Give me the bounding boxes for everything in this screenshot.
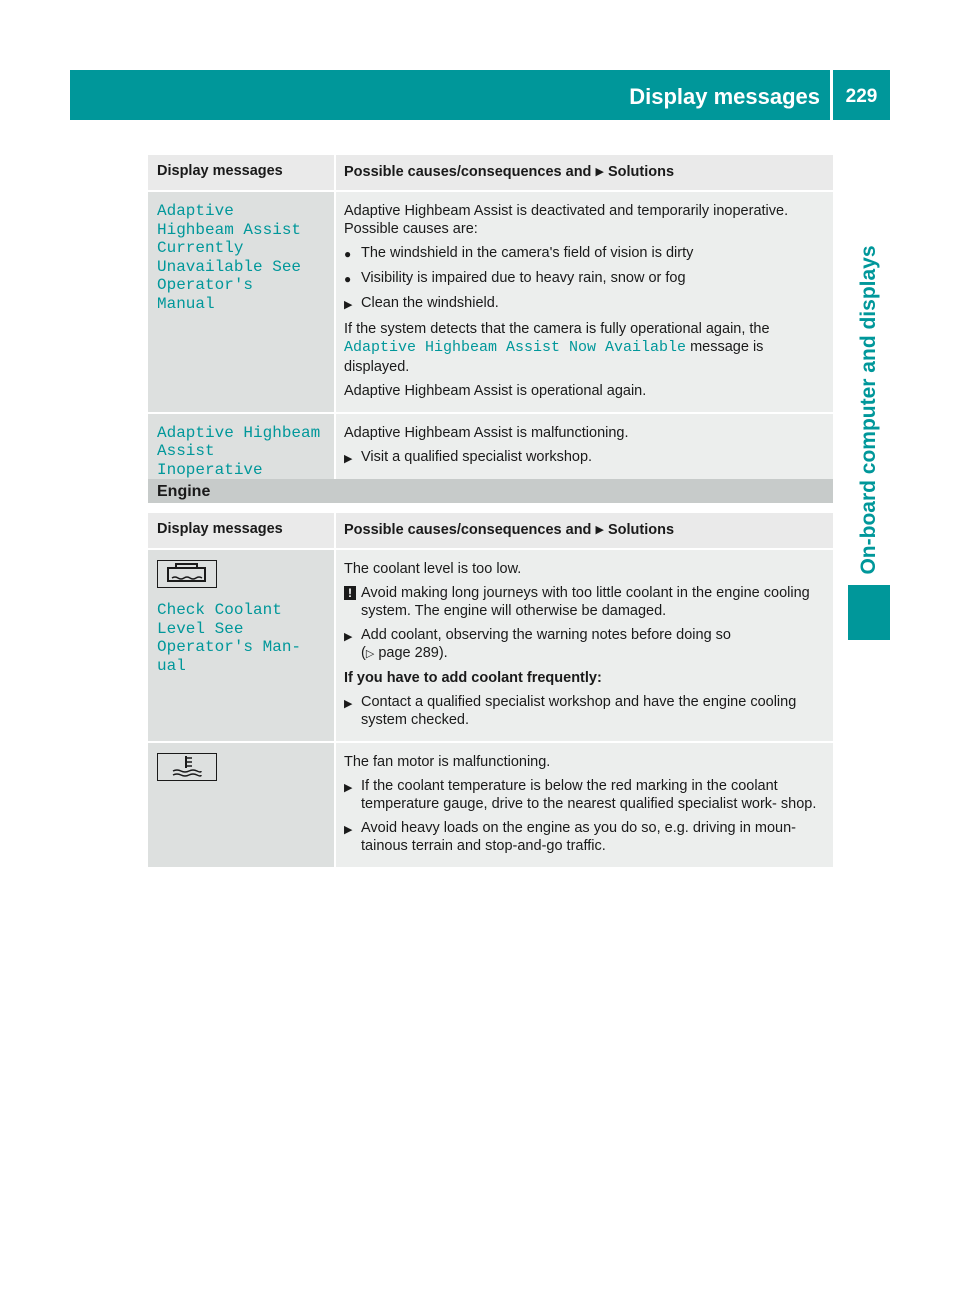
action-arrow-icon: ▶ xyxy=(344,782,353,794)
page-reference-icon: ▷ xyxy=(365,648,375,660)
action-item: ▶ Visit a qualified specialist workshop. xyxy=(344,448,827,468)
action-arrow-icon: ▶ xyxy=(344,698,353,710)
page-number: 229 xyxy=(845,86,878,107)
page-reference-link[interactable]: page 289). xyxy=(378,645,448,661)
list-item: ● Visibility is impaired due to heavy rain, snow or fog xyxy=(344,270,686,286)
message-cell xyxy=(148,192,336,412)
description-cell xyxy=(336,550,833,741)
display-messages-table-2 xyxy=(148,513,833,869)
display-message-text: Check Coolant Level See Operator's Man- ual xyxy=(157,601,302,675)
warning-item: ! Avoid making long journeys with too little coolant in the engine cooling system. The engine will otherwise be damaged. xyxy=(344,584,827,620)
table-header-row xyxy=(148,513,833,550)
action-item: ▶ Contact a qualified specialist workshop and have the engine cooling system checked. xyxy=(344,694,797,728)
column-header-causes: Possible causes/consequences and ▶ Solutions xyxy=(336,513,833,548)
intro-text: Adaptive Highbeam Assist is deactivated and temporarily inoperative. Possible causes are: xyxy=(344,203,789,237)
coolant-temperature-icon xyxy=(157,753,217,781)
side-tab-marker xyxy=(848,585,890,640)
table-row xyxy=(148,192,833,414)
coolant-level-icon xyxy=(157,560,217,588)
list-item: ● The windshield in the camera's field of vision is dirty xyxy=(344,245,694,261)
column-header-messages: Display messages xyxy=(148,155,336,190)
subheading-text: If you have to add coolant frequently: xyxy=(344,670,602,686)
intro-text: The fan motor is malfunctioning. xyxy=(344,754,551,770)
play-arrow-icon: ▶ xyxy=(595,166,604,178)
note-text: If the system detects that the camera is fully operational again, the Adaptive Highbeam Assist Now Available message is displayed. xyxy=(344,321,770,375)
table-row xyxy=(148,550,833,743)
bullet-icon: ● xyxy=(344,272,352,286)
action-item: ▶ Avoid heavy loads on the engine as you do so, e.g. driving in moun- tainous terrain and stop-and-go traffic. xyxy=(344,820,797,854)
message-cell xyxy=(148,550,336,741)
action-arrow-icon: ▶ xyxy=(344,452,353,465)
display-message-text: Adaptive Highbeam Assist Inoperative xyxy=(157,423,321,479)
description-cell xyxy=(336,743,833,867)
message-cell xyxy=(148,743,336,867)
action-item: ▶ If the coolant temperature is below the red marking in the coolant temperature gauge, drive to the nearest qualified specialist work- shop. xyxy=(344,778,817,812)
action-arrow-icon: ▶ xyxy=(344,299,353,311)
action-arrow-icon: ▶ xyxy=(344,631,353,643)
section-heading-engine: Engine xyxy=(148,479,833,503)
action-arrow-icon: ▶ xyxy=(344,824,353,836)
page-header xyxy=(70,70,890,120)
column-header-messages: Display messages xyxy=(148,513,336,548)
bullet-icon: ● xyxy=(344,247,352,261)
table-row xyxy=(148,743,833,869)
warning-icon: ! xyxy=(344,586,356,600)
action-item: ▶ Clean the windshield. xyxy=(344,294,827,314)
intro-text: Adaptive Highbeam Assist is malfunctioning. xyxy=(344,424,629,441)
display-message-text: Adaptive Highbeam Assist Currently Unavailable See Operator's Manual xyxy=(157,202,302,313)
description-cell xyxy=(336,192,833,412)
closing-text: Adaptive Highbeam Assist is operational again. xyxy=(344,382,647,399)
side-tab-label: On-board computer and displays xyxy=(857,245,880,575)
column-header-causes: Possible causes/consequences and ▶ Solutions xyxy=(336,155,833,190)
action-item: ▶ Add coolant, observing the warning notes before doing so (▷ page 289). xyxy=(344,627,731,661)
page-title: Display messages xyxy=(629,84,820,109)
display-messages-table-1 xyxy=(148,155,833,493)
intro-text: The coolant level is too low. xyxy=(344,561,522,577)
table-header-row xyxy=(148,155,833,192)
play-arrow-icon: ▶ xyxy=(595,524,604,536)
